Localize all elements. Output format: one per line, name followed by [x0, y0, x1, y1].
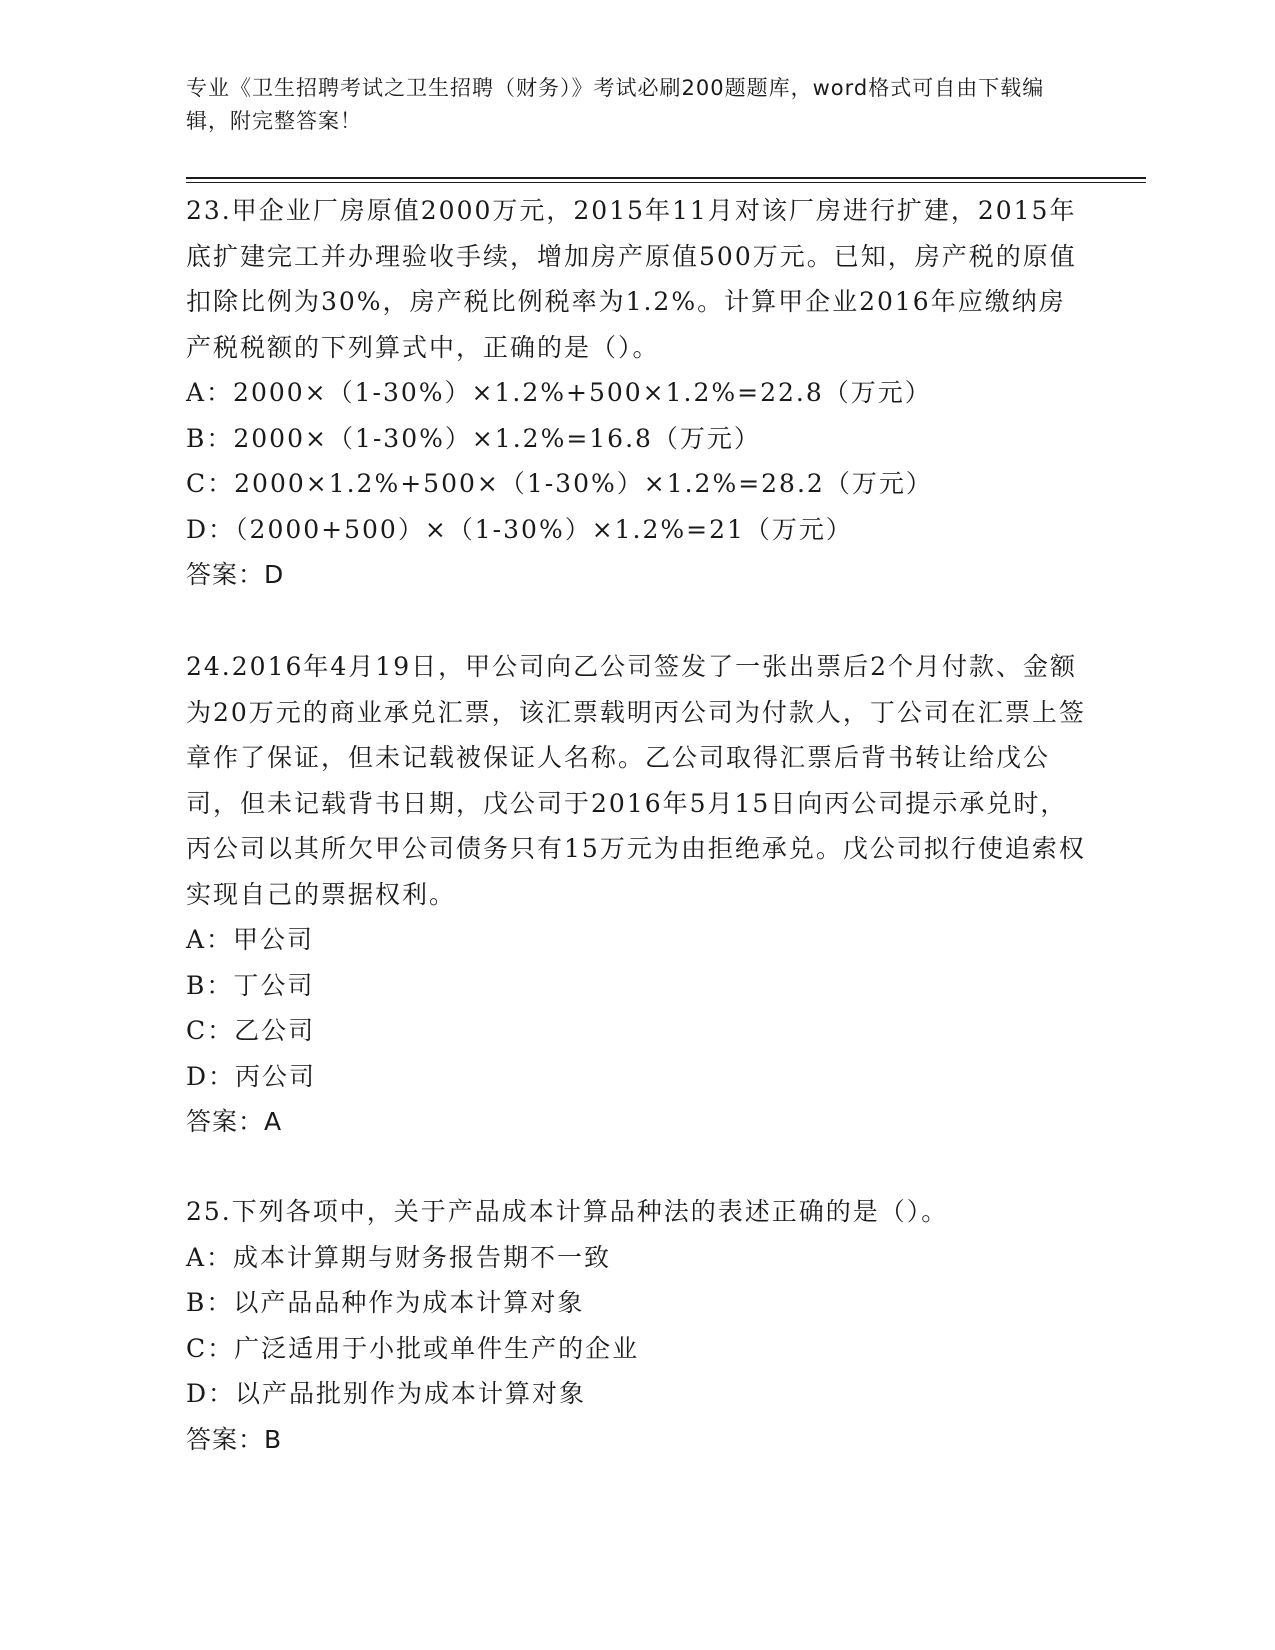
question-stem: 23.甲企业厂房原值2000万元，2015年11月对该厂房进行扩建，2015年底扩建完工并办理验收手续，增加房产原值500万元。已知，房产税的原值扣除比例为30%，房产税比例税率为1.2%。计算甲企业2016年应缴纳房产税税额的下列算式中，正确的是（）。	[186, 196, 1077, 362]
option-a: A：成本计算期与财务报告期不一致	[186, 1242, 612, 1272]
header-divider-thin	[186, 182, 1146, 183]
answer: 答案：A	[186, 1107, 283, 1136]
option-b: B：以产品品种作为成本计算对象	[186, 1288, 585, 1317]
option-d: D：以产品批别作为成本计算对象	[186, 1379, 587, 1408]
option-b: B：2000×（1-30%）×1.2%=16.8（万元）	[186, 423, 761, 453]
question-24	[186, 644, 1086, 1145]
answer: 答案：D	[186, 560, 285, 589]
question-25	[186, 1189, 1086, 1462]
answer: 答案：B	[186, 1424, 283, 1454]
option-a: A：2000×（1-30%）×1.2%+500×1.2%=22.8（万元）	[186, 378, 932, 407]
option-d: D：丙公司	[186, 1061, 317, 1091]
option-b: B：丁公司	[186, 970, 315, 1000]
option-c: C：广泛适用于小批或单件生产的企业	[186, 1333, 640, 1363]
header-divider-thick	[186, 177, 1146, 179]
option-d: D：（2000+500）×（1-30%）×1.2%=21（万元）	[186, 514, 853, 544]
option-c: C：乙公司	[186, 1016, 316, 1045]
document-header: 专业《卫生招聘考试之卫生招聘（财务）》考试必刷200题题库，word格式可自由下载编辑，附完整答案！	[186, 76, 1045, 133]
option-a: A：甲公司	[186, 925, 315, 954]
question-stem: 24.2016年4月19日，甲公司向乙公司签发了一张出票后2个月付款、金额为20万元的商业承兑汇票，该汇票载明丙公司为付款人，丁公司在汇票上签章作了保证，但未记载被保证人名称。乙公司取得汇票后背书转让给戊公司，但未记载背书日期，戊公司于2016年5月15日向丙公司提示承兑时，丙公司以其所欠甲公司债务只有15万元为由拒绝承兑。戊公司拟行使追索权实现自己的票据权利。	[186, 652, 1086, 909]
option-c: C：2000×1.2%+500×（1-30%）×1.2%=28.2（万元）	[186, 469, 933, 498]
question-stem: 25.下列各项中，关于产品成本计算品种法的表述正确的是（）。	[186, 1197, 949, 1226]
question-23	[186, 188, 1086, 598]
